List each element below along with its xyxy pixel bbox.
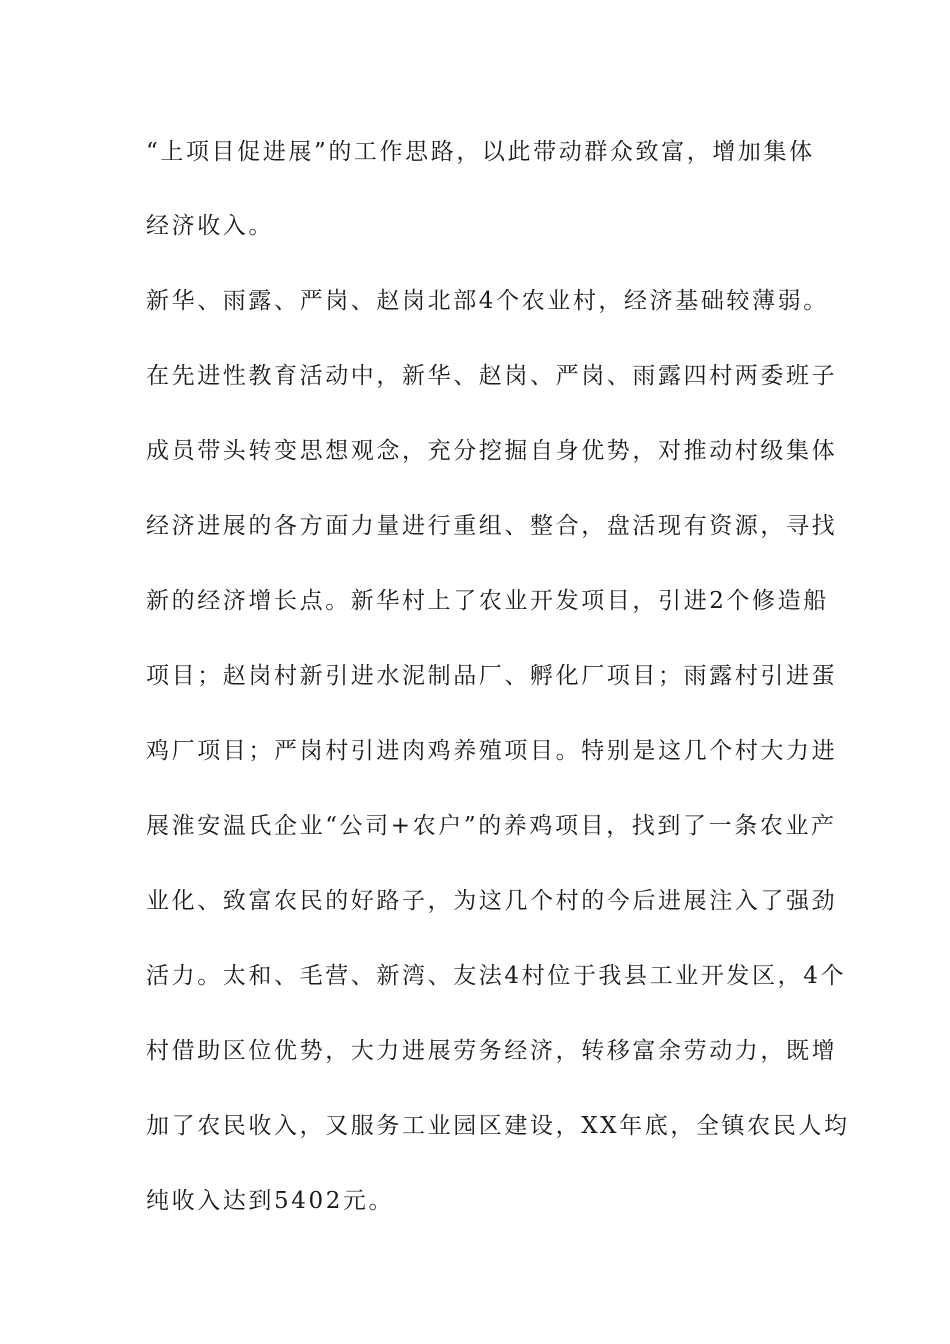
paragraph-line: 业化、致富农民的好路子，为这几个村的今后进展注入了强劲: [146, 888, 838, 914]
paragraph-line: 活力。太和、毛营、新湾、友法4村位于我县工业开发区，4个: [146, 963, 847, 989]
paragraph-line: 成员带头转变思想观念，充分挖掘自身优势，对推动村级集体: [146, 438, 838, 464]
paragraph-line: 经济进展的各方面力量进行重组、整合，盘活现有资源，寻找: [146, 513, 838, 539]
paragraph-line: 经济收入。: [146, 213, 274, 239]
paragraph-line: 在先进性教育活动中，新华、赵岗、严岗、雨露四村两委班子: [146, 363, 838, 389]
paragraph-line: “上项目促进展”的工作思路，以此带动群众致富，增加集体: [146, 139, 815, 165]
paragraph-line: 新华、雨露、严岗、赵岗北部4个农业村，经济基础较薄弱。: [146, 288, 829, 314]
paragraph-line: 纯收入达到5402元。: [146, 1188, 395, 1214]
paragraph-line: 新的经济增长点。新华村上了农业开发项目，引进2个修造船: [146, 588, 829, 614]
paragraph-line: 鸡厂项目；严岗村引进肉鸡养殖项目。特别是这几个村大力进: [146, 738, 838, 764]
paragraph-line: 展淮安温氏企业“公司+农户”的养鸡项目，找到了一条农业产: [146, 813, 837, 839]
paragraph-line: 村借助区位优势，大力进展劳务经济，转移富余劳动力，既增: [146, 1038, 838, 1064]
paragraph-line: 加了农民收入，又服务工业园区建设，XX年底，全镇农民人均: [146, 1113, 850, 1139]
paragraph-line: 项目；赵岗村新引进水泥制品厂、孵化厂项目；雨露村引进蛋: [146, 663, 838, 689]
